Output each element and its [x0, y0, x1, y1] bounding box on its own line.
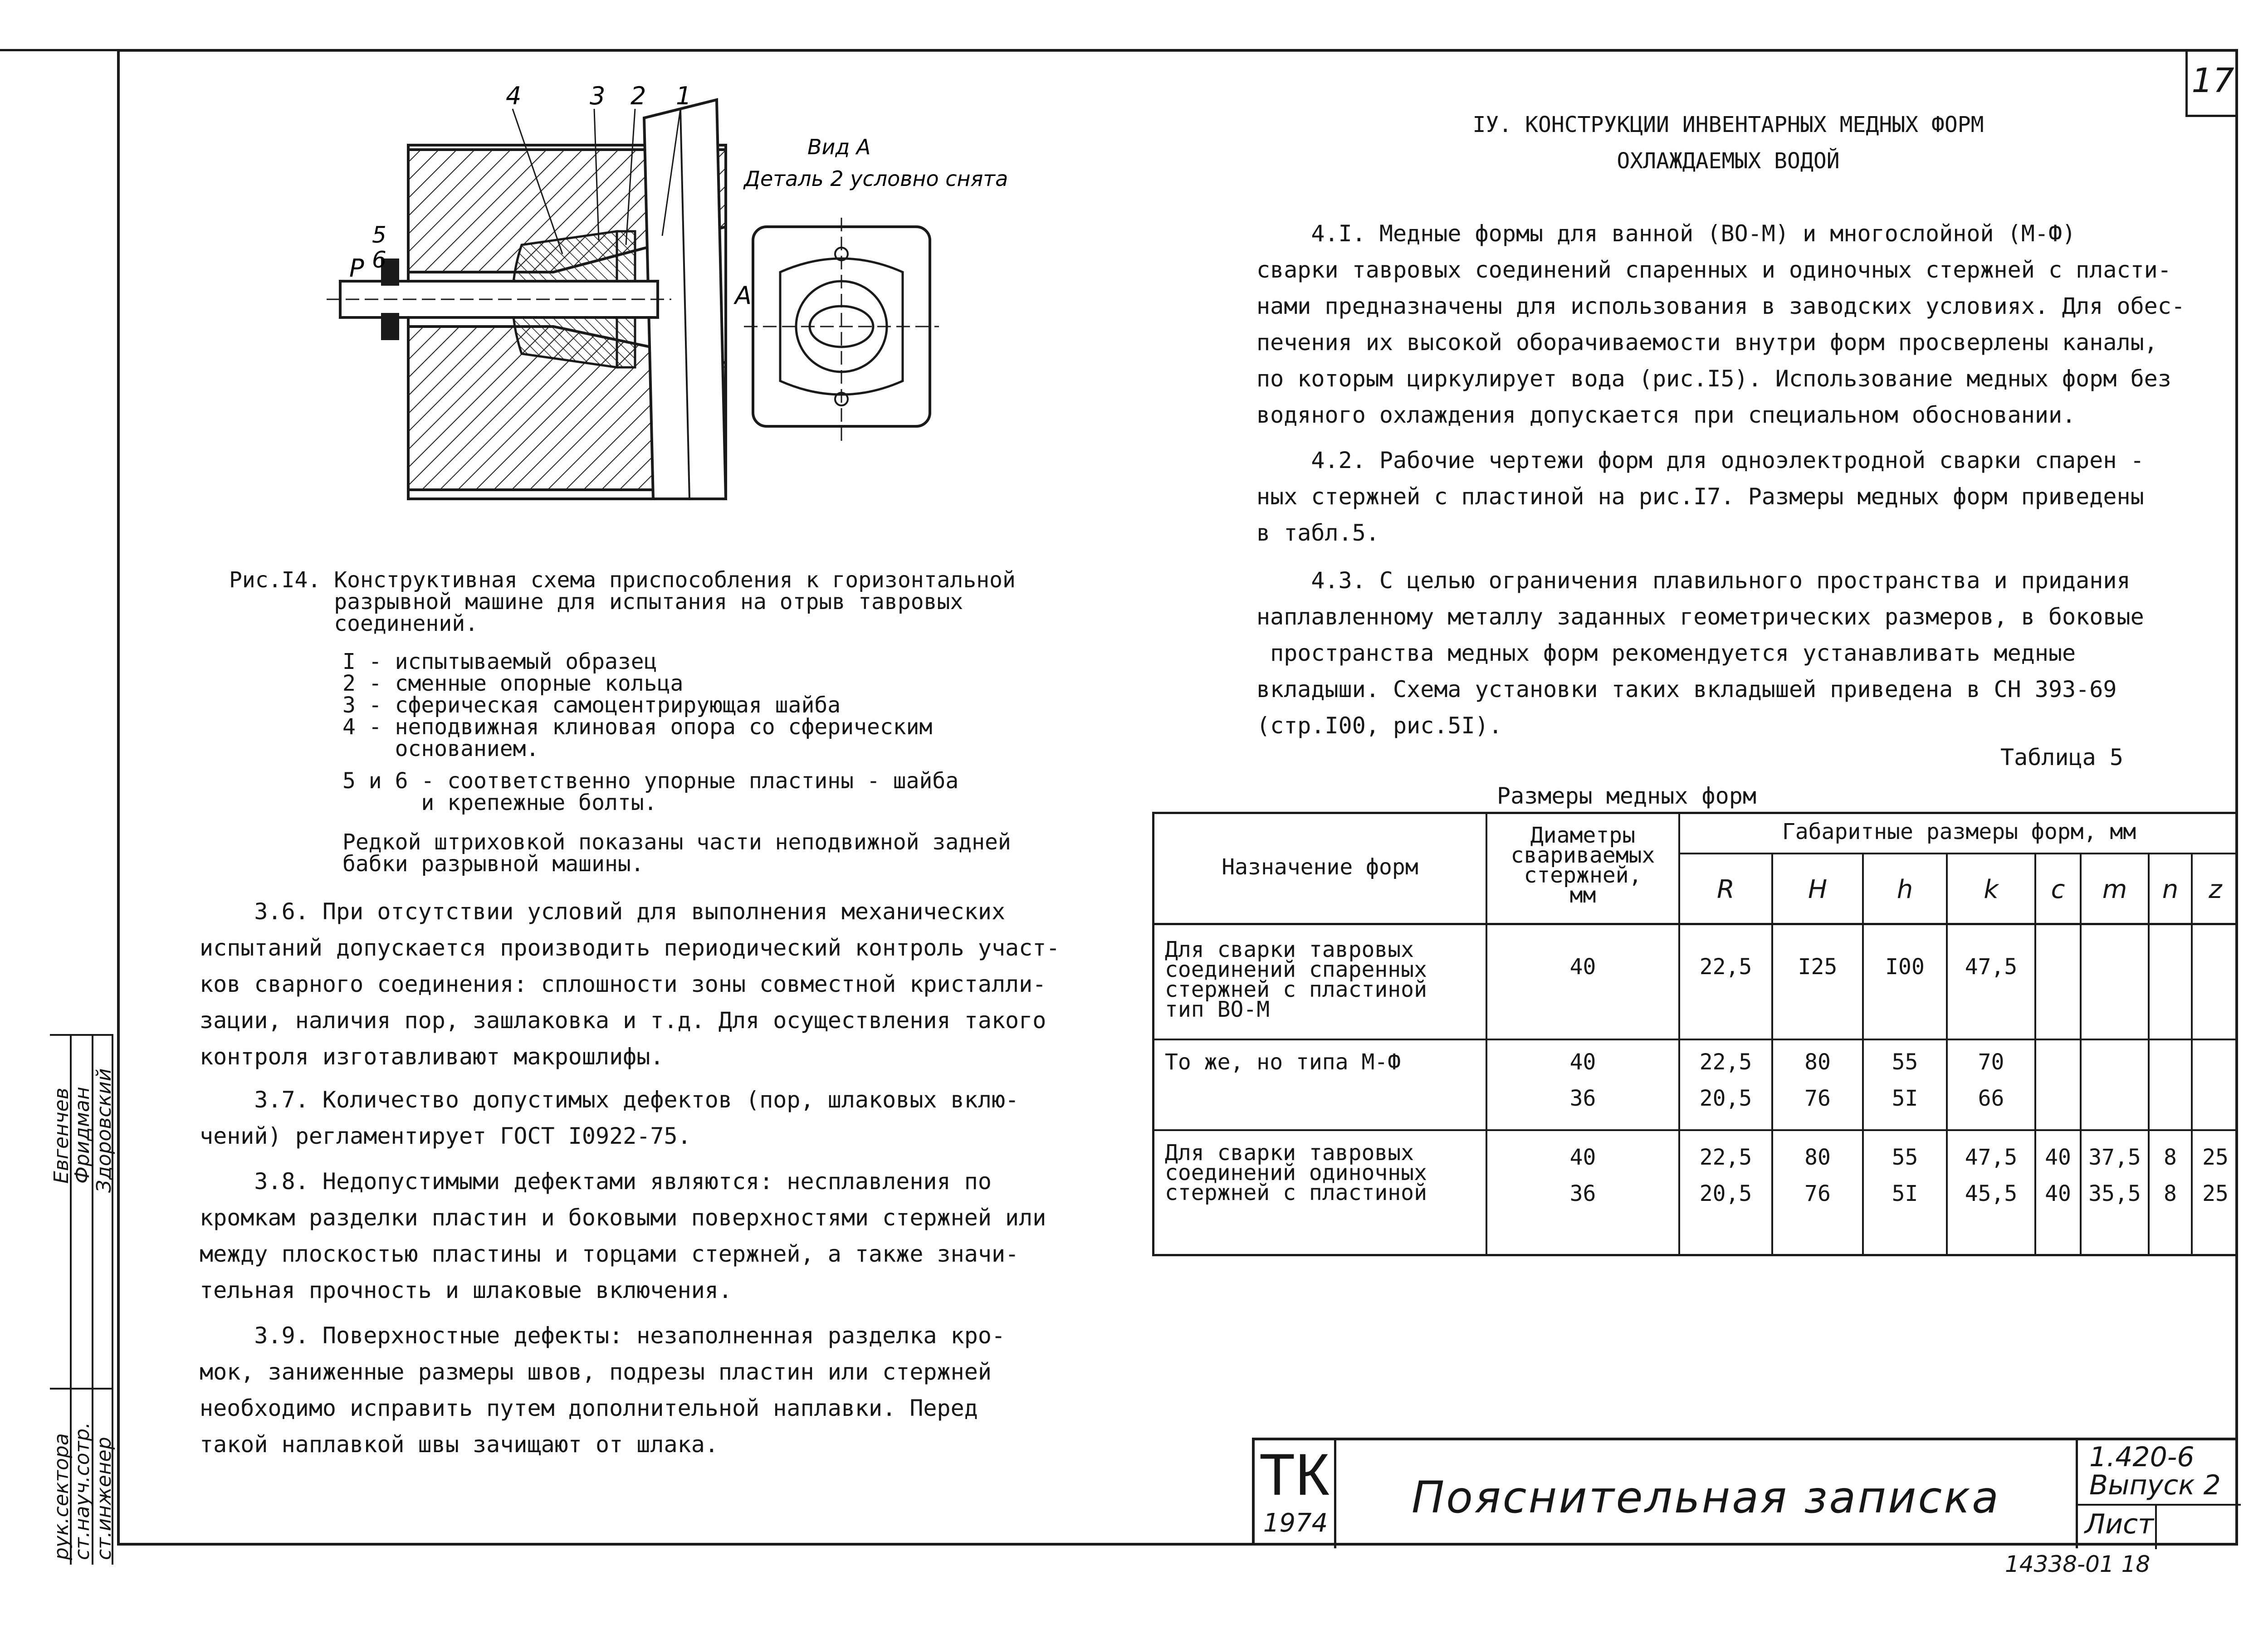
fixture-drawing [327, 82, 1034, 535]
row3-purpose-2: соединений одиночных [1165, 1160, 1427, 1185]
row3-hh-2: 76 [1804, 1181, 1831, 1206]
org-logo: ТК [1259, 1441, 1330, 1507]
paragraph-3-7-line-2: чений) регламентирует ГОСТ I0922-75. [200, 1123, 691, 1149]
paragraph-3-9-line-3: необходимо исправить путем дополнительной наплавки. Перед [200, 1395, 978, 1421]
header-col-c: c [2051, 875, 2065, 904]
paragraph-3-8-line-4: тельная прочность и шлаковые включения. [200, 1277, 732, 1303]
row1-h: I00 [1885, 954, 1925, 980]
row1-purpose-2: соединений спаренных [1165, 957, 1427, 982]
row3-m-2: 35,5 [2088, 1181, 2141, 1206]
paragraph-4-3-line-1: 4.3. С целью ограничения плавильного пространства и придания [1256, 567, 2131, 594]
role-label-3: ст.инженер [93, 1437, 116, 1560]
title-block-sheet-line [2076, 1504, 2241, 1506]
row2-diam-2: 36 [1569, 1086, 1596, 1111]
paragraph-3-6-line-3: ков сварного соединения: сплошности зоны совместной кристалли- [200, 971, 1046, 997]
paragraph-4-1-line-3: нами предназначены для использования в заводских условиях. Для обес- [1256, 293, 2185, 319]
role-label-2: ст.науч.сотр. [71, 1422, 94, 1560]
header-col-m: m [2102, 875, 2127, 904]
name-label-1: Евгенчев [50, 1088, 73, 1184]
section-title-line-2: ОХЛАЖДАЕМЫХ ВОДОЙ [1617, 148, 1840, 174]
label-5: 5 [372, 222, 386, 248]
header-col-n: n [2162, 875, 2179, 904]
table-label: Таблица 5 [2000, 744, 2123, 771]
row3-h-2: 5I [1892, 1181, 1918, 1206]
row1-k: 47,5 [1965, 954, 2018, 980]
caption-note-2: бабки разрывной машины. [342, 851, 644, 877]
row1-hh: I25 [1798, 954, 1838, 980]
paragraph-3-9-line-1: 3.9. Поверхностные дефекты: незаполненная разделка кро- [200, 1322, 1006, 1349]
figure-caption-title-1: Рис.I4. Конструктивная схема приспособления к горизонтальной [229, 567, 1016, 593]
paragraph-4-1-line-4: печения их высокой оборачиваемости внутри форм просверлены каналы, [1256, 329, 2158, 356]
row3-z-1: 25 [2202, 1145, 2229, 1170]
row3-hh-1: 80 [1804, 1145, 1831, 1170]
row1-purpose-4: тип ВО-М [1165, 997, 1270, 1022]
top-left-tick [0, 49, 117, 51]
row1-diam: 40 [1569, 954, 1596, 980]
table-hline-row1-bottom [1152, 1039, 2238, 1040]
row2-r-2: 20,5 [1699, 1086, 1752, 1111]
title-block-sheet-box [2155, 1504, 2157, 1549]
paragraph-4-3-line-4: вкладыши. Схема установки таких вкладышей приведена в СН 393-69 [1256, 676, 2117, 702]
paragraph-4-1-line-1: 4.I. Медные формы для ванной (ВО-М) и многослойной (М-Ф) [1256, 220, 2076, 247]
paragraph-4-3-line-2: наплавленному металлу заданных геометрических размеров, в боковые [1256, 604, 2144, 630]
row3-n-1: 8 [2164, 1145, 2177, 1170]
paragraph-3-7-line-1: 3.7. Количество допустимых дефектов (пор, шлаковых вклю- [200, 1087, 1019, 1113]
bolt-bottom [381, 313, 399, 340]
row3-c-2: 40 [2045, 1181, 2071, 1206]
row3-k-2: 45,5 [1965, 1181, 2018, 1206]
legend-line-5: основанием. [342, 736, 539, 761]
row2-hh-2: 76 [1804, 1086, 1831, 1111]
row3-r-2: 20,5 [1699, 1181, 1752, 1206]
row3-r-1: 22,5 [1699, 1145, 1752, 1170]
series-code: 1.420-6 [2089, 1441, 2195, 1473]
paragraph-4-3-line-3: пространства медных форм рекомендуется устанавливать медные [1256, 640, 2076, 666]
table-hline-top [1152, 812, 2238, 814]
paragraph-4-3-line-5: (стр.I00, рис.5I). [1256, 712, 1502, 739]
paragraph-3-8-line-3: между плоскостью пластины и торцами стержней, а также значи- [200, 1241, 1019, 1267]
title-block-code-divider [2076, 1440, 2078, 1548]
paragraph-4-2-line-2: ных стержней с пластиной на рис.I7. Размеры медных форм приведены [1256, 483, 2144, 510]
document-title: Пояснительная записка [1411, 1472, 2000, 1523]
header-col-r: R [1717, 875, 1735, 904]
row3-z-2: 25 [2202, 1181, 2229, 1206]
sheet-label: Лист [2085, 1508, 2154, 1540]
header-purpose: Назначение форм [1222, 854, 1418, 880]
view-a-title: Вид А [807, 135, 871, 159]
header-diam-3: стержней, [1524, 863, 1642, 888]
header-col-h: h [1897, 875, 1913, 904]
section-title-line-1: IУ. КОНСТРУКЦИИ ИНВЕНТАРНЫХ МЕДНЫХ ФОРМ [1472, 112, 1984, 137]
figure-caption-title-3: соединений. [229, 611, 479, 636]
paragraph-3-6-line-4: зации, наличия пор, зашлаковка и т.д. Для осуществления такого [200, 1007, 1046, 1034]
table-hline-subheader [1678, 853, 2238, 854]
row2-k-2: 66 [1978, 1086, 2004, 1111]
header-col-z: z [2209, 875, 2222, 904]
paragraph-4-1-line-5: по которым циркулирует вода (рис.I5). Использование медных форм без [1256, 366, 2171, 392]
row2-r-1: 22,5 [1699, 1049, 1752, 1075]
role-label-1: рук.сектора [50, 1433, 73, 1560]
legend-line-3: 3 - сферическая самоцентрирующая шайба [342, 693, 841, 718]
caption-note-1: Редкой штриховкой показаны части неподвижной задней [342, 829, 1011, 855]
paragraph-4-2-line-1: 4.2. Рабочие чертежи форм для одноэлектродной сварки спарен - [1256, 447, 2144, 473]
row3-m-1: 37,5 [2088, 1145, 2141, 1170]
paragraph-3-9-line-2: мок, заниженные размеры швов, подрезы пластин или стержней [200, 1359, 992, 1385]
header-diam-1: Диаметры [1530, 823, 1636, 848]
title-block [1252, 1438, 2238, 1546]
year: 1974 [1263, 1508, 1328, 1538]
table-caption: Размеры медных форм [1497, 783, 1756, 809]
archive-number: 14338-01 18 [2005, 1551, 2151, 1577]
label-p: P [349, 254, 364, 283]
row1-purpose-1: Для сварки тавровых [1165, 937, 1414, 962]
label-6: 6 [372, 247, 386, 273]
paragraph-4-1-line-2: сварки тавровых соединений спаренных и одиночных стержней с пласти- [1256, 257, 2171, 283]
name-label-2: Фридман [71, 1087, 94, 1184]
sheet-number: 17 [2185, 49, 2238, 117]
row3-c-1: 40 [2045, 1145, 2071, 1170]
row2-h-2: 5I [1892, 1086, 1918, 1111]
table-vline-left [1152, 812, 1154, 1256]
row3-k-1: 47,5 [1965, 1145, 2018, 1170]
row2-h-1: 55 [1892, 1049, 1918, 1075]
legend-line-1: I - испытываемый образец [342, 649, 657, 674]
legend-line-6: 5 и 6 - соответственно упорные пластины - шайба [342, 768, 959, 794]
series-issue: Выпуск 2 [2089, 1469, 2221, 1501]
header-col-k: k [1984, 875, 1999, 904]
table-hline-bottom [1152, 1254, 2238, 1256]
row2-hh-1: 80 [1804, 1049, 1831, 1075]
row2-purpose-1: То же, но типа М-Ф [1165, 1049, 1401, 1075]
legend-line-4: 4 - неподвижная клиновая опора со сферическим [342, 714, 933, 740]
figure-caption-title-2: разрывной машине для испытания на отрыв тавровых [229, 589, 963, 615]
paragraph-3-6-line-1: 3.6. При отсутствии условий для выполнения механических [200, 898, 1006, 925]
paragraph-3-9-line-4: такой наплавкой швы зачищают от шлака. [200, 1431, 719, 1458]
table-hline-header-bottom [1152, 923, 2238, 925]
paragraph-4-2-line-3: в табл.5. [1256, 520, 1379, 546]
row3-purpose-1: Для сварки тавровых [1165, 1140, 1414, 1166]
name-label-3: Здоровский [93, 1068, 116, 1193]
signature-strip [50, 1034, 116, 1565]
row3-diam-2: 36 [1569, 1181, 1596, 1206]
legend-line-7: и крепежные болты. [342, 790, 657, 815]
label-2: 2 [631, 82, 646, 110]
label-3: 3 [590, 82, 606, 110]
label-a: A [735, 281, 752, 310]
header-diam-2: свариваемых [1510, 843, 1655, 868]
header-diam-4: мм [1569, 883, 1596, 908]
table-hline-row2-bottom [1152, 1129, 2238, 1131]
paragraph-3-8-line-1: 3.8. Недопустимыми дефектами являются: несплавления по [200, 1168, 992, 1195]
copper-forms-table [1152, 812, 2238, 1256]
legend-line-2: 2 - сменные опорные кольца [342, 671, 684, 696]
paragraph-3-6-line-5: контроля изготавливают макрошлифы. [200, 1044, 664, 1070]
paragraph-4-1-line-6: водяного охлаждения допускается при специальном обосновании. [1256, 402, 2076, 428]
header-overall: Габаритные размеры форм, мм [1782, 819, 2136, 844]
row1-r: 22,5 [1699, 954, 1752, 980]
row3-h-1: 55 [1892, 1145, 1918, 1170]
paragraph-3-6-line-2: испытаний допускается производить периодический контроль участ- [200, 935, 1060, 961]
detail-note: Деталь 2 условно снята [744, 166, 1008, 191]
row3-purpose-3: стержней с пластиной [1165, 1180, 1427, 1205]
label-4: 4 [506, 82, 522, 110]
row2-diam-1: 40 [1569, 1049, 1596, 1075]
row1-purpose-3: стержней с пластиной [1165, 977, 1427, 1002]
strip-top-line [50, 1034, 113, 1036]
row3-diam-1: 40 [1569, 1145, 1596, 1170]
row2-k-1: 70 [1978, 1049, 2004, 1075]
row3-n-2: 8 [2164, 1181, 2177, 1206]
header-col-hh: H [1808, 875, 1828, 904]
label-1: 1 [676, 82, 692, 110]
paragraph-3-8-line-2: кромкам разделки пластин и боковыми поверхностями стержней или [200, 1205, 1046, 1231]
